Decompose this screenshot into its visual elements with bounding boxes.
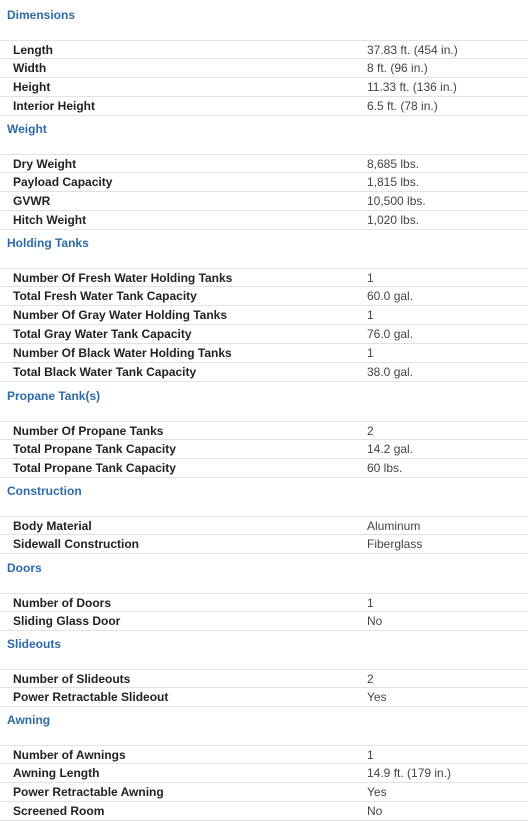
spec-value: 1,020 lbs. — [367, 213, 420, 227]
section-title: Awning — [7, 713, 51, 727]
spec-label: Dry Weight — [13, 157, 77, 171]
spec-label: Screened Room — [13, 804, 105, 818]
spec-row — [0, 97, 528, 116]
spec-row — [0, 344, 528, 363]
spec-value: 10,500 lbs. — [367, 194, 426, 208]
spec-label: Total Black Water Tank Capacity — [13, 365, 197, 379]
spec-row — [0, 764, 528, 783]
spec-label: Awning Length — [13, 766, 100, 780]
spec-value: 2 — [367, 672, 374, 686]
spec-label: GVWR — [13, 194, 51, 208]
spec-section-construction — [0, 482, 528, 554]
spec-value: 8 ft. (96 in.) — [367, 61, 428, 75]
spec-row — [0, 78, 528, 97]
spec-label: Total Gray Water Tank Capacity — [13, 327, 192, 341]
spec-label: Number Of Gray Water Holding Tanks — [13, 308, 228, 322]
spec-label: Number Of Black Water Holding Tanks — [13, 346, 232, 360]
spec-value: No — [367, 614, 383, 628]
spec-label: Number of Slideouts — [13, 672, 131, 686]
section-title: Dimensions — [7, 8, 76, 22]
spec-row — [0, 287, 528, 306]
spec-value: 14.2 gal. — [367, 442, 414, 456]
spec-row — [0, 745, 528, 764]
spec-value: Yes — [367, 785, 387, 799]
spec-section-propane-tank-s — [0, 387, 528, 478]
spec-row — [0, 173, 528, 192]
spec-value: Yes — [367, 690, 387, 704]
spec-value: Fiberglass — [367, 537, 423, 551]
spec-section-holding-tanks — [0, 234, 528, 382]
spec-row — [0, 325, 528, 344]
spec-row — [0, 535, 528, 554]
spec-value: 8,685 lbs. — [367, 157, 420, 171]
spec-label: Power Retractable Awning — [13, 785, 164, 799]
spec-value: 11.33 ft. (136 in.) — [367, 80, 457, 94]
spec-label: Interior Height — [13, 99, 96, 113]
spec-label: Number of Awnings — [13, 748, 126, 762]
spec-label: Total Fresh Water Tank Capacity — [13, 289, 197, 303]
spec-row — [0, 669, 528, 688]
section-title: Slideouts — [7, 637, 62, 651]
spec-label: Number Of Fresh Water Holding Tanks — [13, 271, 233, 285]
spec-value: 76.0 gal. — [367, 327, 414, 341]
spec-rows — [0, 421, 528, 478]
spec-row — [0, 421, 528, 440]
spec-value: No — [367, 804, 383, 818]
spec-rows — [0, 669, 528, 707]
spec-label: Length — [13, 43, 53, 57]
spec-value: 1 — [367, 596, 374, 610]
spec-row — [0, 211, 528, 230]
spec-label: Sidewall Construction — [13, 537, 140, 551]
section-title: Propane Tank(s) — [7, 389, 101, 403]
spec-row — [0, 612, 528, 631]
section-title: Construction — [7, 484, 82, 498]
spec-row — [0, 516, 528, 535]
spec-value: 1 — [367, 346, 374, 360]
spec-label: Payload Capacity — [13, 175, 113, 189]
spec-label: Power Retractable Slideout — [13, 690, 169, 704]
spec-value: 1,815 lbs. — [367, 175, 420, 189]
spec-row — [0, 306, 528, 325]
spec-section-dimensions — [0, 6, 528, 116]
spec-value: 60 lbs. — [367, 461, 403, 475]
spec-label: Body Material — [13, 519, 92, 533]
spec-section-slideouts — [0, 635, 528, 707]
spec-row — [0, 363, 528, 382]
spec-value: 1 — [367, 308, 374, 322]
spec-label: Total Propane Tank Capacity — [13, 442, 176, 456]
spec-rows — [0, 154, 528, 230]
spec-value: 2 — [367, 424, 374, 438]
spec-row — [0, 802, 528, 821]
spec-value: 14.9 ft. (179 in.) — [367, 766, 452, 780]
spec-row — [0, 154, 528, 173]
spec-value: 38.0 gal. — [367, 365, 414, 379]
spec-label: Height — [13, 80, 51, 94]
spec-section-weight — [0, 120, 528, 230]
spec-value: 37.83 ft. (454 in.) — [367, 43, 458, 57]
spec-value: 60.0 gal. — [367, 289, 414, 303]
spec-row — [0, 783, 528, 802]
spec-value: 1 — [367, 748, 374, 762]
spec-value: 6.5 ft. (78 in.) — [367, 99, 438, 113]
spec-label: Total Propane Tank Capacity — [13, 461, 176, 475]
spec-rows — [0, 268, 528, 382]
section-title: Holding Tanks — [7, 236, 89, 250]
spec-rows — [0, 745, 528, 821]
spec-label: Number of Doors — [13, 596, 112, 610]
spec-row — [0, 192, 528, 211]
spec-label: Hitch Weight — [13, 213, 87, 227]
spec-rows — [0, 516, 528, 554]
spec-section-awning — [0, 711, 528, 821]
spec-row — [0, 59, 528, 78]
spec-row — [0, 688, 528, 707]
spec-label: Width — [13, 61, 47, 75]
spec-row — [0, 268, 528, 287]
spec-value: 1 — [367, 271, 374, 285]
spec-row — [0, 440, 528, 459]
spec-label: Sliding Glass Door — [13, 614, 121, 628]
section-title: Weight — [7, 122, 47, 136]
spec-row — [0, 459, 528, 478]
spec-rows — [0, 593, 528, 631]
spec-label: Number Of Propane Tanks — [13, 424, 164, 438]
spec-rows — [0, 40, 528, 116]
section-title: Doors — [7, 561, 42, 575]
spec-row — [0, 40, 528, 59]
spec-row — [0, 593, 528, 612]
spec-value: Aluminum — [367, 519, 421, 533]
spec-section-doors — [0, 559, 528, 631]
